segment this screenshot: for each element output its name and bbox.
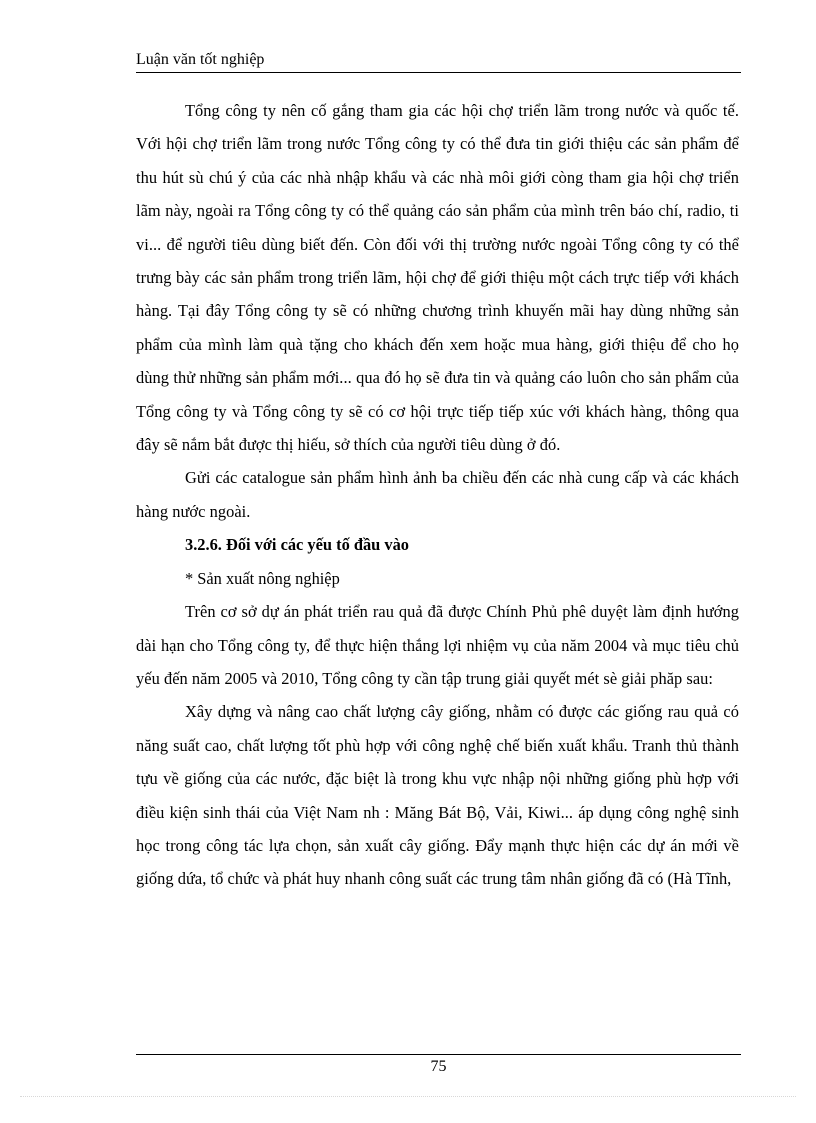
- page-edge-divider: [20, 1096, 796, 1097]
- main-content: [136, 94, 739, 896]
- section-heading: 3.2.6. Đối với các yếu tố đầu vào: [185, 535, 409, 555]
- page-number: 75: [430, 1058, 447, 1075]
- footer-divider: [136, 1054, 741, 1055]
- paragraph-trade-fairs: Tổng công ty nên cố gắng tham gia các hội chợ triển lãm trong nước và quốc tế. Với hội chợ triển lãm trong nước Tổng công ty có thể đưa tin giới thiệu các sản phẩm để thu hút sù chú ý của các nhà nhập khẩu và các nhà môi giới còng tham gia hội chợ triển lãm này, ngoài ra Tổng công ty có thể quảng cáo sản phẩm của mình trên báo chí, radio, ti vi... để người tiêu dùng biết đến. Còn đối với thị trường nước ngoài Tổng công ty có thể trưng bày các sản phẩm trong triển lãm, hội chợ để giới thiệu một cách trực tiếp với khách hàng. Tại đây Tổng công ty sẽ có những chương trình khuyến mãi hay dùng những sản phẩm của mình làm quà tặng cho khách đến xem hoặc mua hàng, giới thiệu để cho họ dùng thử những sản phẩm mới... qua đó họ sẽ đưa tin và quảng cáo luôn cho sản phẩm của Tổng công ty và Tổng công ty sẽ có cơ hội trực tiếp tiếp xúc với khách hàng, thông qua đây sẽ nắm bắt được thị hiếu, sở thích của người tiêu dùng ở đó.: [136, 101, 739, 455]
- paragraph-catalogue: Gửi các catalogue sản phẩm hình ảnh ba chiều đến các nhà cung cấp và các khách hàng nước ngoài.: [136, 468, 739, 521]
- paragraph-development-project: Trên cơ sở dự án phát triển rau quả đã được Chính Phủ phê duyệt làm định hướng dài hạn cho Tổng công ty, để thực hiện thắng lợi nhiệm vụ của năm 2004 và mục tiêu chủ yếu đến năm 2005 và 2010, Tổng công ty cần tập trung giải quyết mét sè giải phăp sau:: [136, 602, 739, 688]
- header-title: Luận văn tốt nghiệp: [136, 51, 265, 68]
- page-header: [136, 48, 741, 73]
- paragraph-seed-quality: Xây dựng và nâng cao chất lượng cây giống, nhằm có được các giống rau quả có năng suất cao, chất lượng tốt phù hợp với công nghệ chế biến xuất khẩu. Tranh thủ thành tựu về giống của các nước, đặc biệt là trong khu vực nhập nội những giống phù hợp với điều kiện sinh thái của Việt Nam nh : Măng Bát Bộ, Vải, Kiwi... áp dụng công nghệ sinh học trong công tác lựa chọn, sản xuất cây giống. Đẩy mạnh thực hiện các dự án mới về giống dứa, tổ chức và phát huy nhanh công suất các trung tâm nhân giống đã có (Hà Tĩnh,: [136, 702, 739, 889]
- subheading-agriculture: * Sản xuất nông nghiệp: [185, 568, 340, 588]
